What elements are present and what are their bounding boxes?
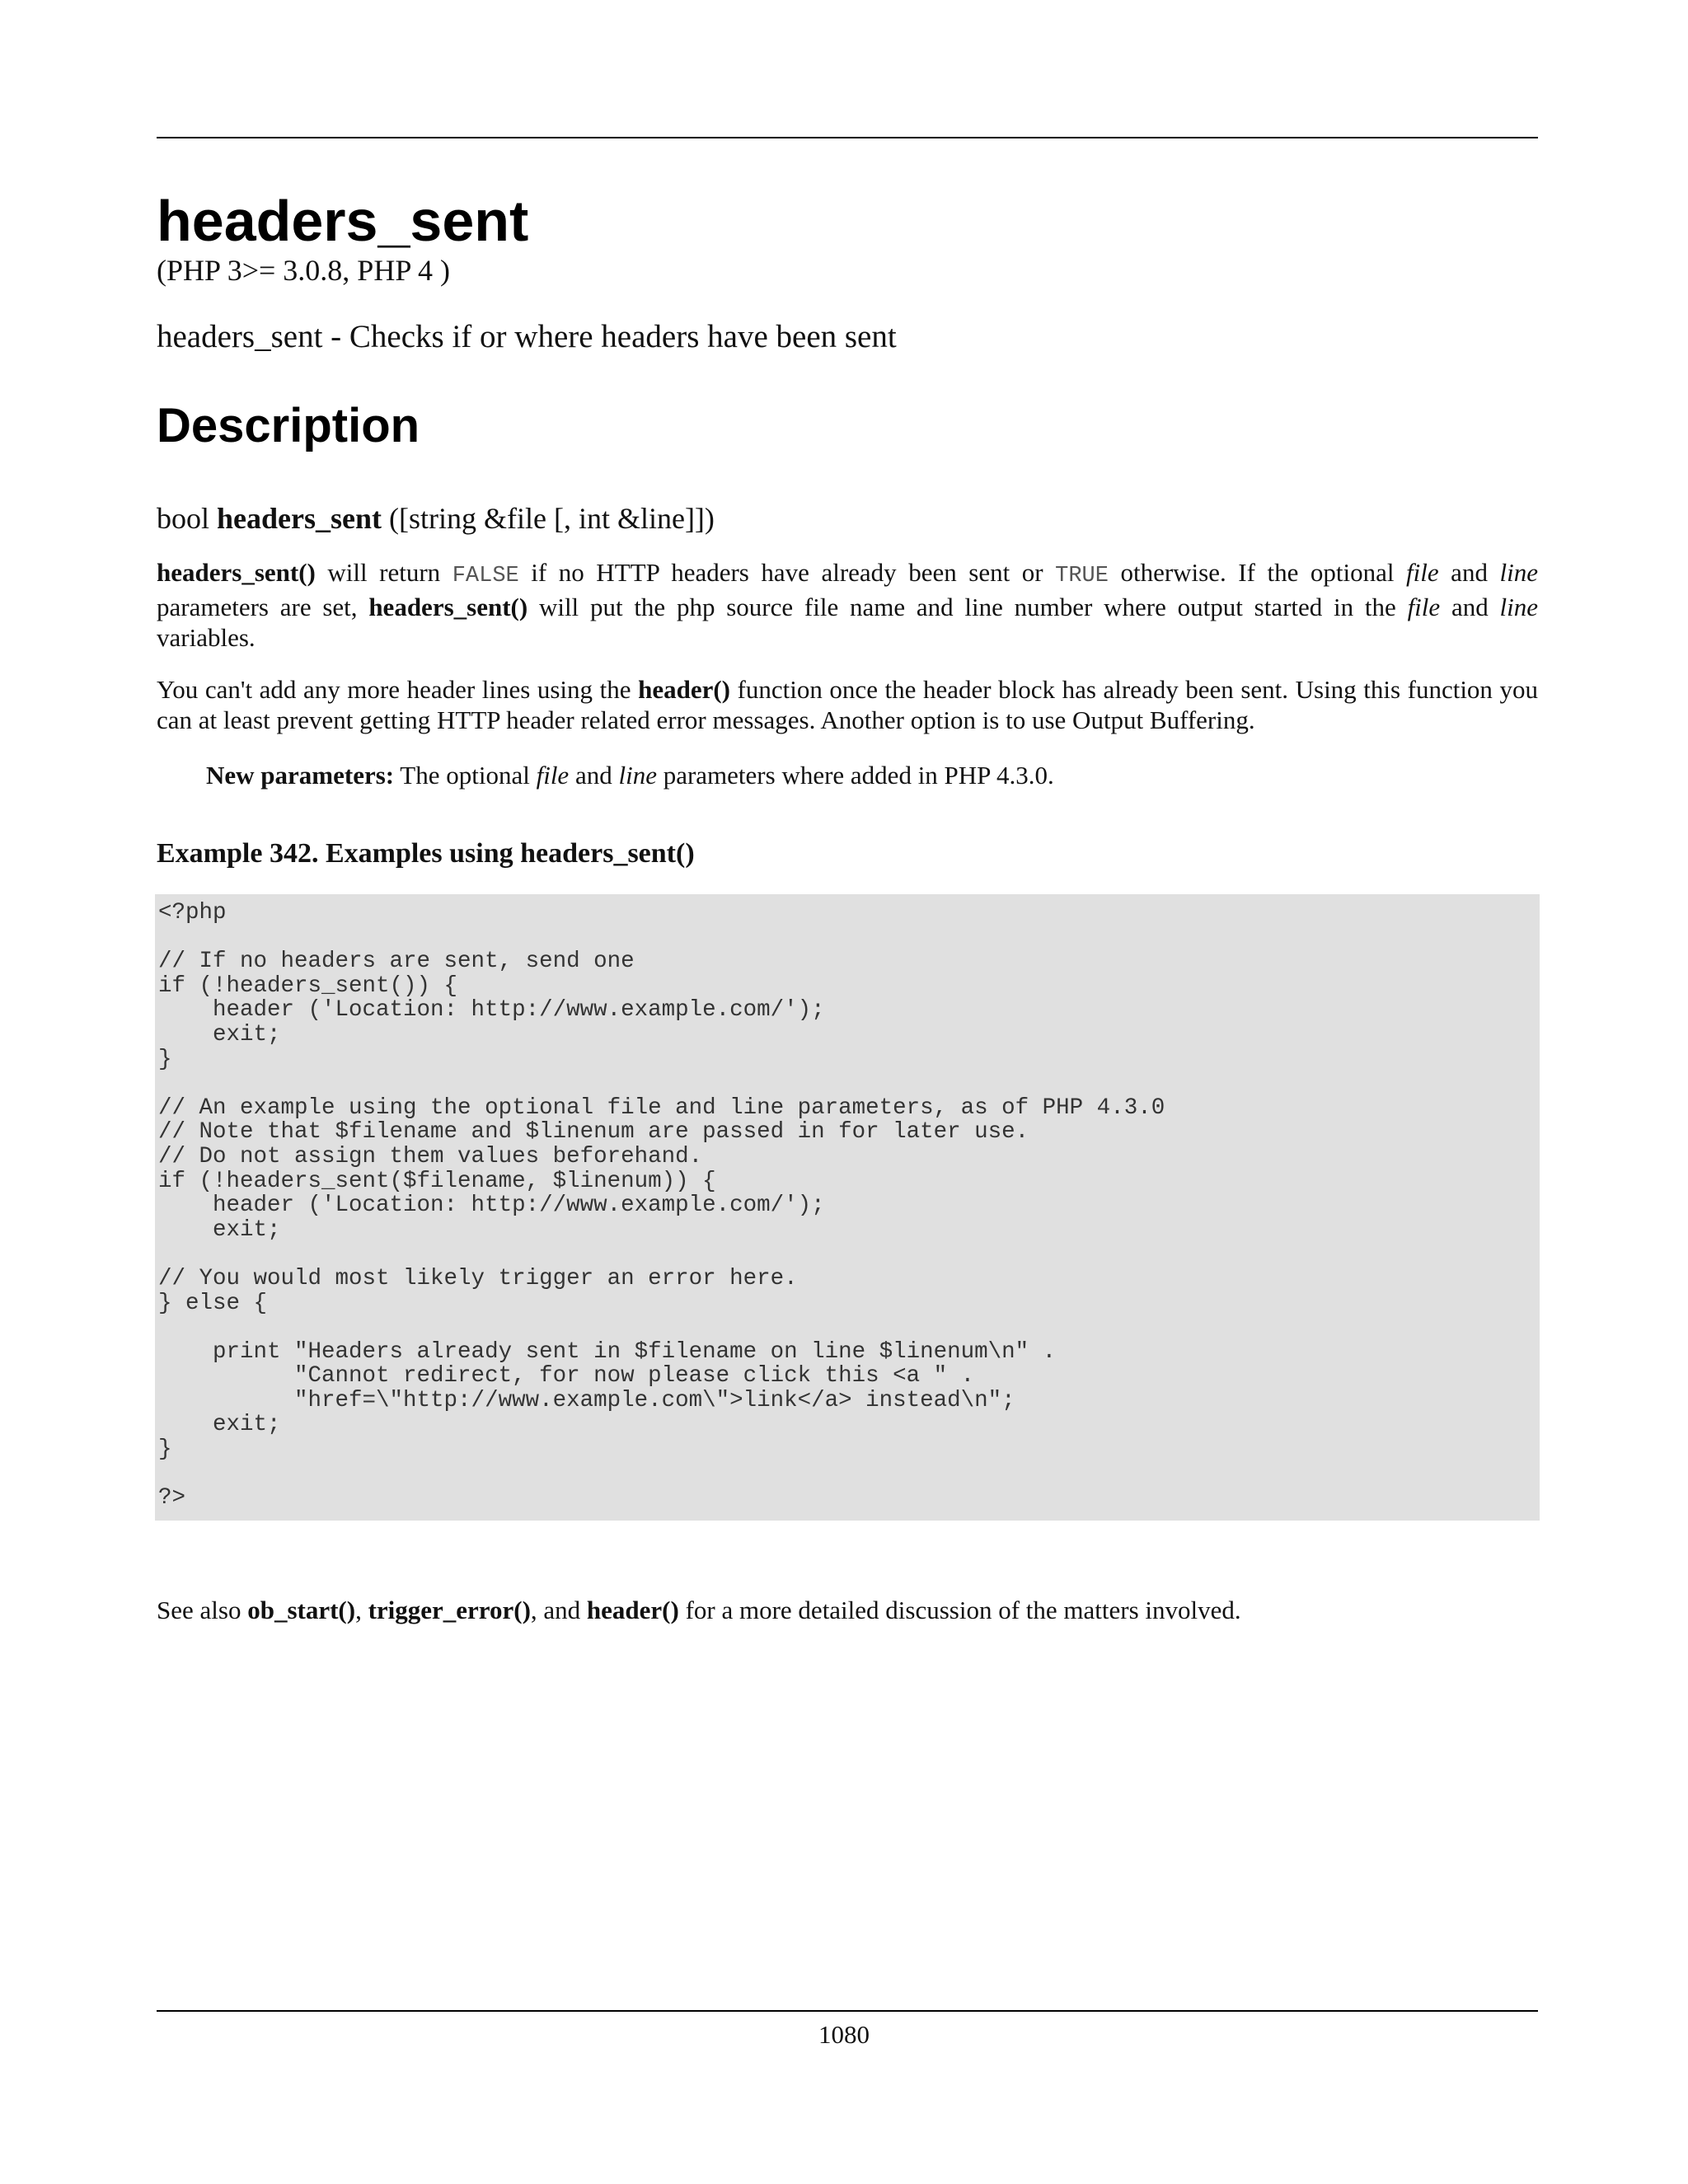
- text-span: function once the header block has already been sent. Using this function you can at least prevent getting HTTP header related error messages. Another option is to use Output Buffering.: [157, 675, 1539, 734]
- text-span: will put the php source file name and line number where output started in the: [528, 593, 1408, 621]
- code-line: <?php: [158, 900, 227, 926]
- code-example: [155, 894, 1540, 1521]
- code-line: }: [158, 1436, 172, 1463]
- version-info: (PHP 3>= 3.0.8, PHP 4 ): [157, 254, 450, 287]
- function-synopsis: [157, 501, 1538, 536]
- code-line: "href=\"http://www.example.com\">link</a> instead\n";: [158, 1387, 1015, 1413]
- description-paragraph-1: [157, 557, 1538, 653]
- code-line: ?>: [158, 1485, 186, 1511]
- code-line: if (!headers_sent()) {: [158, 972, 458, 999]
- function-ref: header(): [638, 675, 730, 704]
- text-span: You can't add any more header lines using the: [157, 675, 639, 704]
- code-line: header ('Location: http://www.example.com/');: [158, 1193, 825, 1219]
- code-line: if (!headers_sent($filename, $linenum)) {: [158, 1168, 716, 1194]
- function-ref: ob_start(): [247, 1595, 356, 1624]
- text-span: otherwise. If the optional: [1108, 558, 1407, 587]
- page-content: [157, 188, 1538, 1625]
- text-span: for a more detailed discussion of the matters involved.: [678, 1595, 1241, 1624]
- code-line: // An example using the optional file and line parameters, as of PHP 4.3.0: [158, 1094, 1165, 1121]
- text-span: , and: [530, 1595, 587, 1624]
- text-span: and: [569, 761, 619, 790]
- code-line: exit;: [158, 1412, 281, 1438]
- text-span: parameters where added in PHP 4.3.0.: [656, 761, 1054, 790]
- code-line: // Note that $filename and $linenum are passed in for later use.: [158, 1119, 1029, 1146]
- example-title: Example 342. Examples using headers_sent(): [157, 838, 695, 869]
- text-span: parameters are set,: [157, 593, 369, 621]
- page-number: 1080: [818, 2020, 870, 2049]
- note-label: New parameters:: [206, 761, 395, 790]
- text-span: The optional: [394, 761, 537, 790]
- code-line: print "Headers already sent in $filename on line $linenum\n" .: [158, 1338, 1057, 1365]
- function-ref: header(): [586, 1595, 679, 1624]
- text-span: See also: [157, 1595, 248, 1624]
- param-file: file: [1407, 593, 1441, 621]
- param-line: line: [1499, 593, 1538, 621]
- code-line: [158, 1242, 1536, 1267]
- code-line: [158, 926, 1536, 950]
- footer-rule: [157, 2010, 1538, 2012]
- code-line: } else {: [158, 1290, 268, 1316]
- code-line: // If no headers are sent, send one: [158, 949, 635, 975]
- code-line: [158, 1071, 1536, 1096]
- code-line: }: [158, 1046, 172, 1072]
- param-line: line: [1499, 558, 1538, 587]
- text-span: ,: [355, 1595, 368, 1624]
- code-line: // You would most likely trigger an error here.: [158, 1265, 798, 1291]
- text-span: if no HTTP headers have already been sent or: [518, 558, 1056, 587]
- page-title: headers_sent: [157, 189, 529, 253]
- code-line: exit;: [158, 1021, 281, 1047]
- param-file: file: [536, 761, 570, 790]
- text-span: will return: [315, 558, 452, 587]
- code-line: // Do not assign them values beforehand.: [158, 1143, 703, 1169]
- param-line: line: [618, 761, 657, 790]
- description-paragraph-2: [157, 674, 1538, 735]
- function-ref: headers_sent(): [368, 593, 528, 621]
- code-line: [158, 1315, 1536, 1340]
- code-line: header ('Location: http://www.example.com/');: [158, 997, 825, 1024]
- param-file: file: [1406, 558, 1439, 587]
- note: [206, 760, 1538, 790]
- false-constant: FALSE: [452, 564, 519, 588]
- text-span: variables.: [157, 623, 256, 652]
- header-rule: [157, 137, 1538, 138]
- description-heading: Description: [157, 399, 420, 452]
- function-params: ([string &file [, int &line]]): [389, 502, 715, 535]
- ref-purpose: headers_sent - Checks if or where headers have been sent: [157, 319, 897, 354]
- function-name: headers_sent: [217, 502, 382, 535]
- code-line: exit;: [158, 1216, 281, 1243]
- function-ref: headers_sent(): [157, 558, 316, 587]
- code-line: "Cannot redirect, for now please click this <a " .: [158, 1363, 975, 1390]
- text-span: and: [1440, 593, 1500, 621]
- see-also: [157, 1595, 1538, 1625]
- code-line: [158, 1462, 1536, 1487]
- text-span: and: [1438, 558, 1500, 587]
- true-constant: TRUE: [1055, 564, 1109, 588]
- return-type: bool: [157, 502, 210, 535]
- function-ref: trigger_error(): [368, 1595, 531, 1624]
